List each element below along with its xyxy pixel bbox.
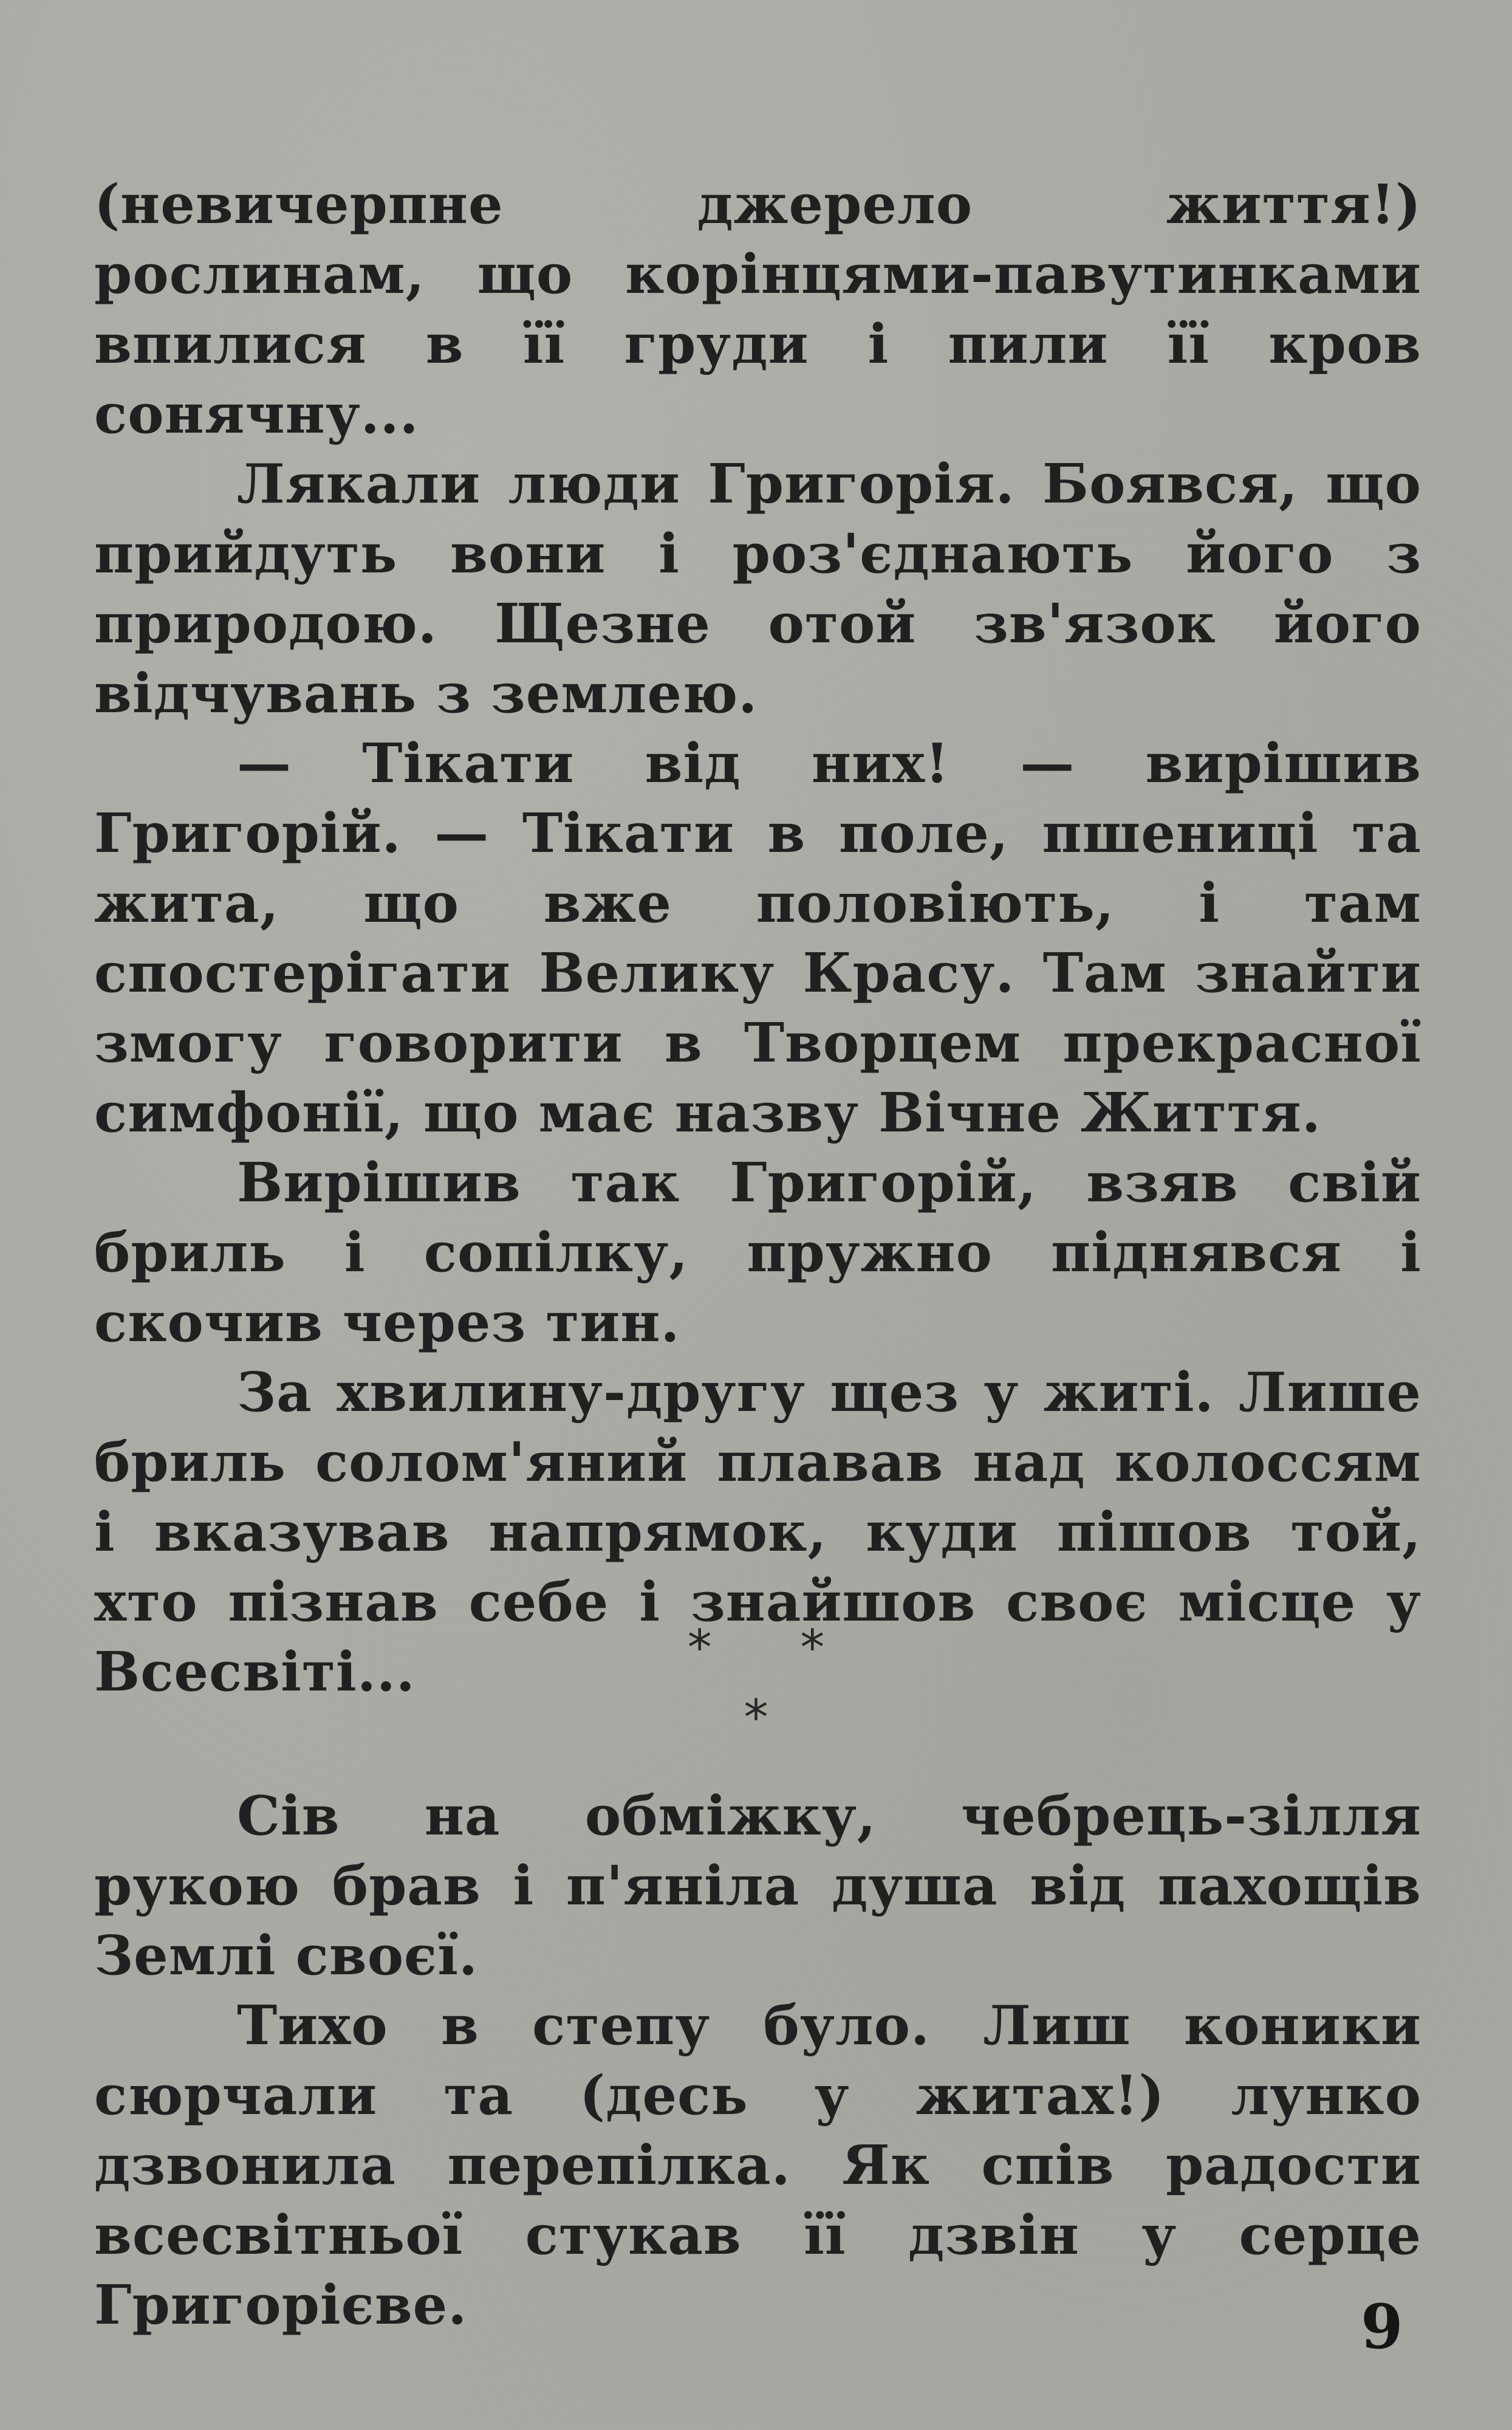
paragraph: Вирішив так Григорій, взяв свій бриль і сопілку, пружно піднявся і скочив через тин. [94, 1150, 1421, 1354]
paragraph-dialogue: — Тікати від них! — вирішив Григорій. — Тікати в поле, пшениці та жита, що вже половіють, і там спостерігати Велику Красу. Там знайти змогу говорити в Творцем прекрасної симфонії, що має назву Вічне Життя. [94, 731, 1421, 1144]
paragraph-continuation: (невичерпне джерело життя!) рослинам, що корінцями-павутинками впилися в її груди і пили її кров сонячну... [94, 172, 1421, 445]
paragraph: За хвилину-другу щез у житі. Лише бриль солом'яний плавав над колоссям і вказував напрямок, куди пішов той, хто пізнав себе і знайшов своє місце у Всесвіті... [94, 1360, 1421, 1703]
section-separator-bottom: * [744, 1689, 768, 1746]
text-block-top [94, 169, 1421, 1706]
paragraph: Сів на обміжку, чебрець-зілля рукою брав і п'яніла душа від пахощів Землі своєї. [94, 1783, 1421, 1987]
paragraph: Лякали люди Григорія. Боявся, що прийдуть вони і роз'єднають його з природою. Щезне отой зв'язок його відчувань з землею. [94, 451, 1421, 725]
page-number: 9 [1361, 2291, 1403, 2363]
text-block-bottom [94, 1780, 1421, 2339]
section-separator-top: * * [687, 1619, 861, 1676]
paragraph: Тихо в степу було. Лиш коники сюрчали та (десь у житах!) лунко дзвонила перепілка. Як спів радости всесвітньої стукав її дзвін у серце Григорієве. [94, 1993, 1421, 2336]
